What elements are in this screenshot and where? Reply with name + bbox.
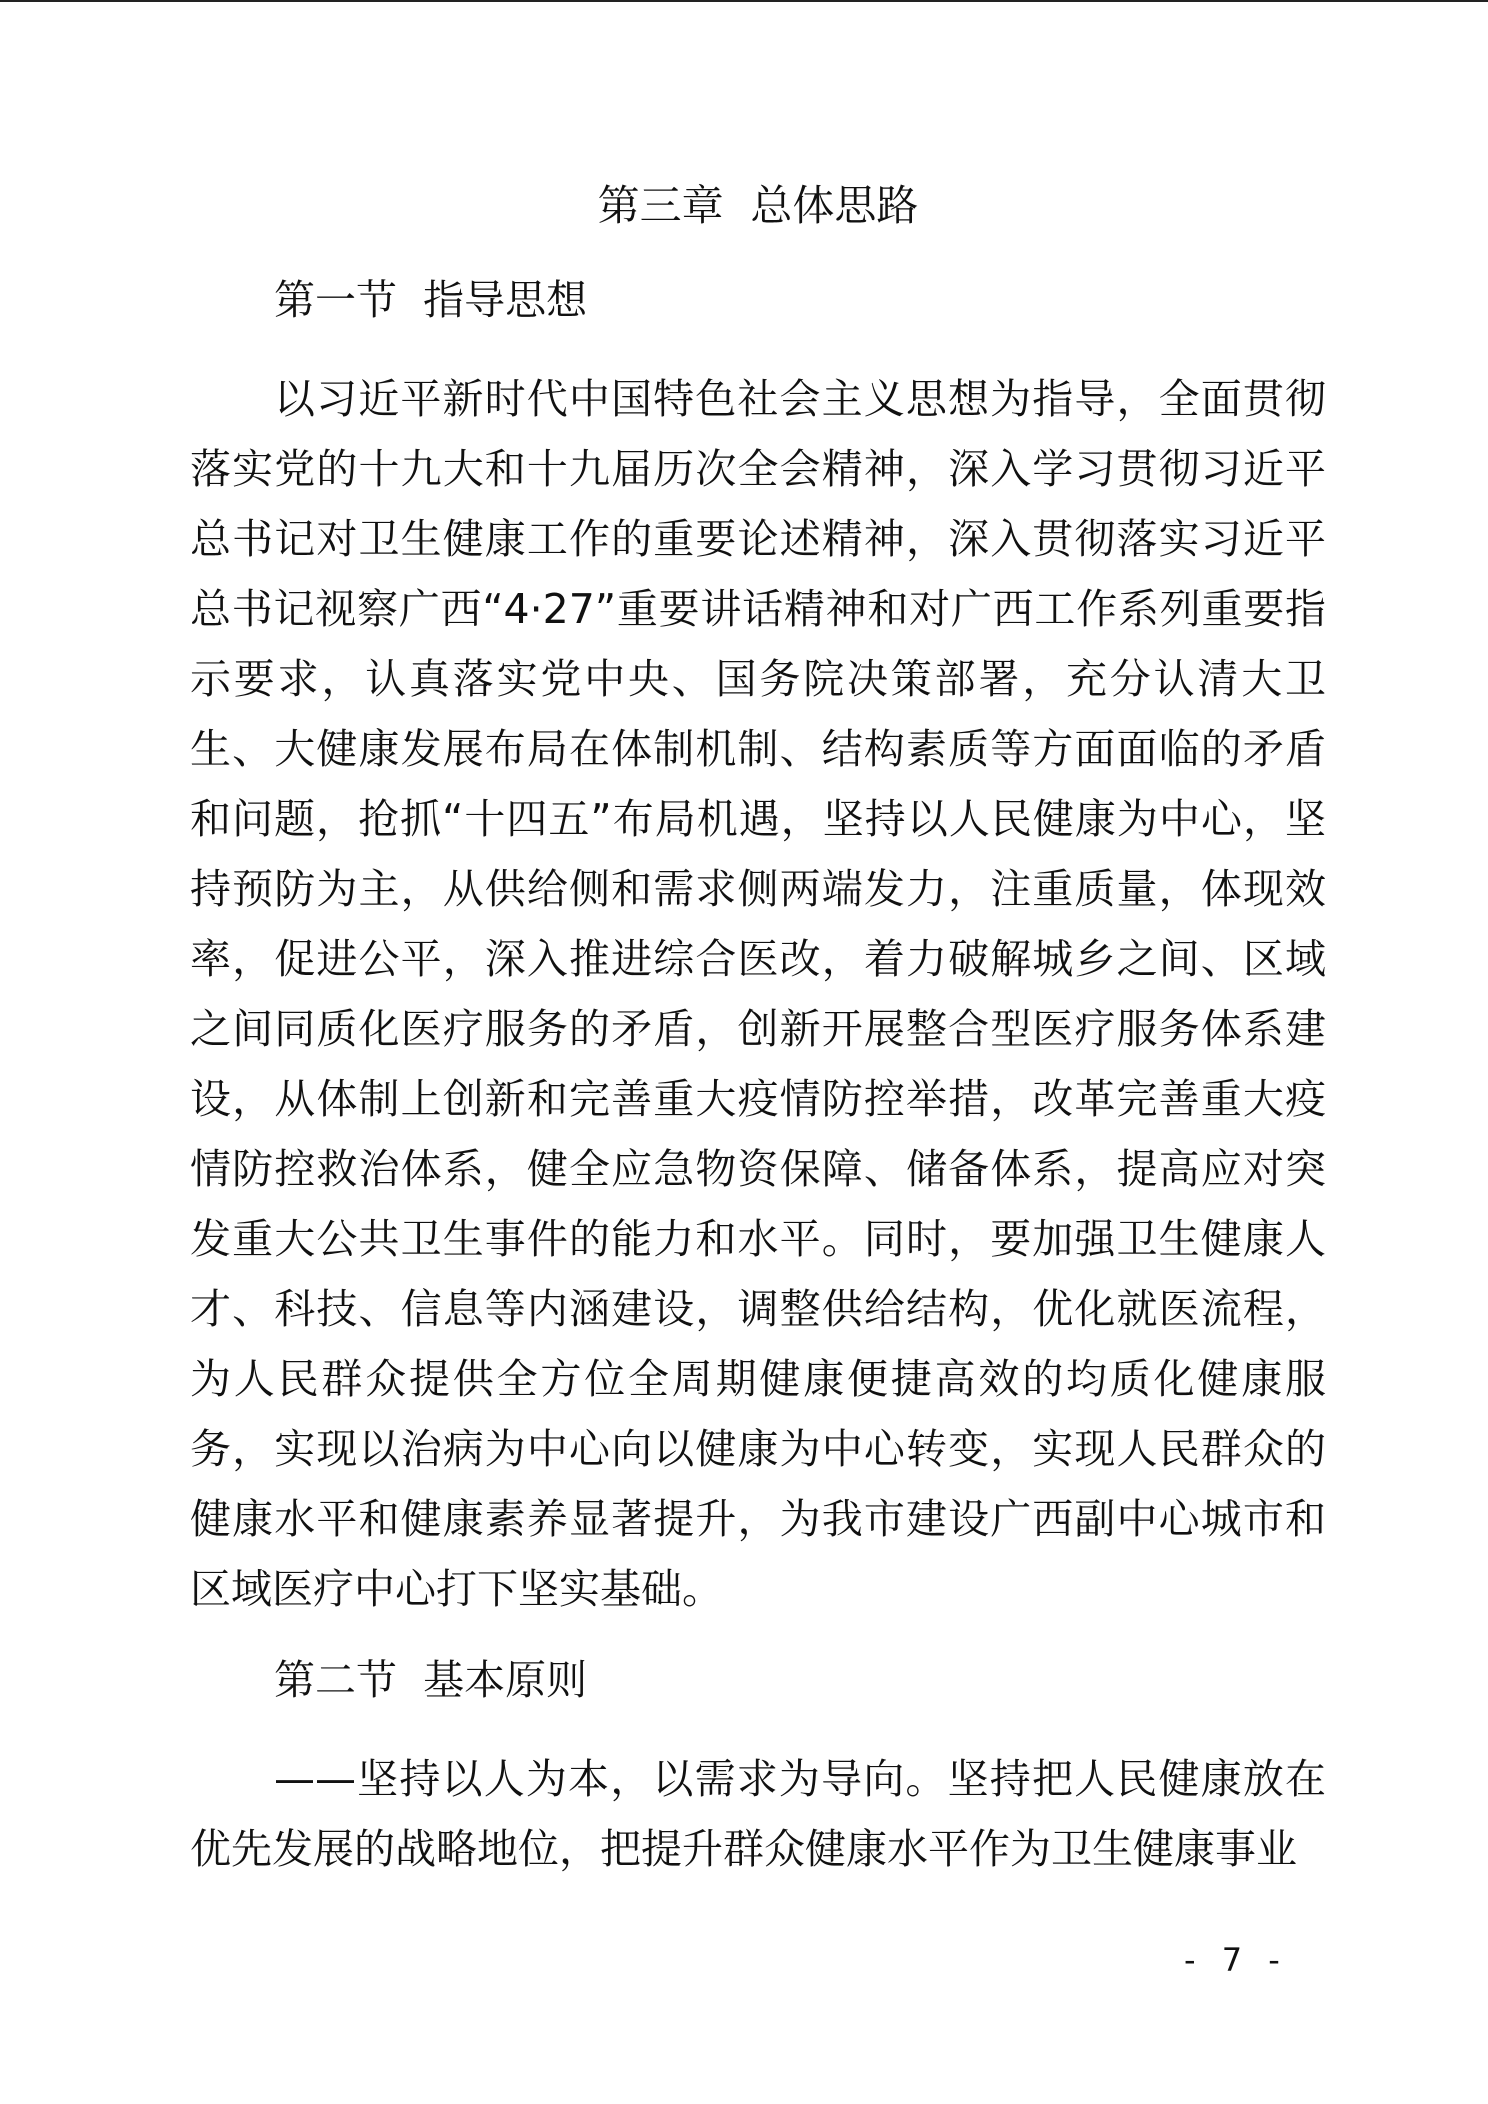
chapter-title: 第三章 总体思路 bbox=[597, 181, 919, 230]
section-title-guiding-ideology: 第一节 指导思想 bbox=[274, 276, 588, 324]
page-number: - 7 - bbox=[1184, 1941, 1288, 1979]
paragraph-basic-principles: ——坚持以人为本，以需求为导向。坚持把人民健康放在优先发展的战略地位，把提升群众健康水平作为卫生健康事业 bbox=[190, 1755, 1326, 1873]
document-page bbox=[190, 0, 1326, 2104]
paragraph-guiding-ideology: 以习近平新时代中国特色社会主义思想为指导，全面贯彻落实党的十九大和十九届历次全会精神，深入学习贯彻习近平总书记对卫生健康工作的重要论述精神，深入贯彻落实习近平总书记视察广西“4·27”重要讲话精神和对广西工作系列重要指示要求，认真落实党中央、国务院决策部署，充分认清大卫生、大健康发展布局在体制机制、结构素质等方面面临的矛盾和问题，抢抓“十四五”布局机遇，坚持以人民健康为中心，坚持预防为主，从供给侧和需求侧两端发力，注重质量，体现效率，促进公平，深入推进综合医改，着力破解城乡之间、区域之间同质化医疗服务的矛盾，创新开展整合型医疗服务体系建设，从体制上创新和完善重大疫情防控举措，改革完善重大疫情防控救治体系，健全应急物资保障、储备体系，提高应对突发重大公共卫生事件的能力和水平。同时，要加强卫生健康人才、科技、信息等内涵建设，调整供给结构，优化就医流程，为人民群众提供全方位全周期健康便捷高效的均质化健康服务，实现以治病为中心向以健康为中心转变，实现人民群众的健康水平和健康素养显著提升，为我市建设广西副中心城市和区域医疗中心打下坚实基础。 bbox=[190, 375, 1326, 1613]
section-title-basic-principles: 第二节 基本原则 bbox=[274, 1656, 588, 1704]
